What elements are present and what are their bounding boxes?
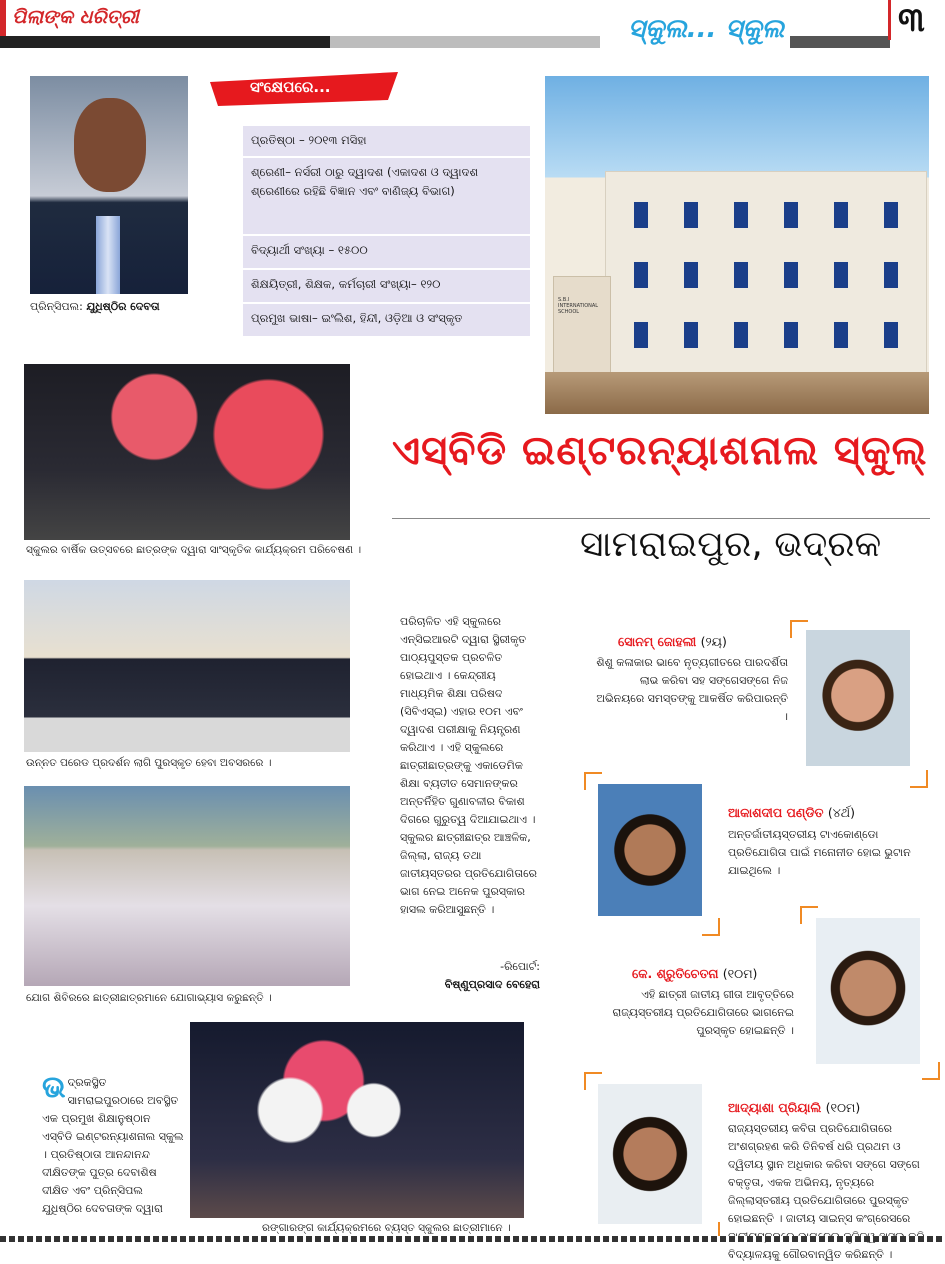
reporter-name: ବିଷ୍ଣୁପ୍ରସାଦ ବେହେରା [444, 978, 540, 991]
brief-item-languages: ପ୍ରମୁଖ ଭାଷା– ଇଂଲିଶ, ହିନ୍ଦୀ, ଓଡ଼ିଆ ଓ ସଂସ୍କୃତ [240, 304, 530, 336]
school-sign: S.B.I INTERNATIONAL SCHOOL [558, 297, 599, 315]
parade-award-photo [24, 580, 350, 752]
magazine-brand: ପିଲାଙ୍କ ଧରିତ୍ରୀ [12, 6, 139, 28]
principal-caption-prefix: ପ୍ରିନ୍ସିପଲ: [30, 300, 83, 313]
intro-dropcap: ଭ [42, 1070, 66, 1105]
achiever-text-sonam: ଶିଶୁ କଳାକାର ଭାବେ ନୃତ୍ୟଗୀତରେ ପାରଦର୍ଶିତା ଲାଭ କରିବା ସହ ସଙ୍ଗେସଙ୍ଗେ ନିଜ ଅଭିନୟରେ ସମସ୍ତଙ୍କୁ ଆକର୍ଷିତ କରିପାରନ୍ତି । [596, 656, 788, 723]
achiever-text-shruti: ଏହି ଛାତ୍ରୀ ଜାତୀୟ ଗୀତା ଆବୃତ୍ତିରେ ରାଜ୍ୟସ୍ତରୀୟ ପ୍ରତିଯୋଗିତାରେ ଭାଗନେଇ ପୁରସ୍କୃତ ହୋଇଛନ୍ତି । [612, 988, 794, 1037]
header-red-bar [0, 0, 6, 36]
caption-yoga-camp: ଯୋଗ ଶିବିରରେ ଛାତ୍ରୀଛାତ୍ରମାନେ ଯୋଗାଭ୍ୟାସ କରୁଛନ୍ତି । [26, 992, 272, 1004]
principal-face [74, 98, 146, 192]
achiever-name-shruti: କେ. ଶ୍ରୁତିଚେତନା (୧୦ମ) [632, 966, 758, 981]
caption-parade-award: ଉନ୍ନତ ପରେଡ ପ୍ରଦର୍ଶନ ଲାଗି ପୁରସ୍କୃତ ହେବା ଅବସରରେ । [26, 757, 272, 769]
brief-item-students: ବିଦ୍ୟାର୍ଥୀ ସଂଖ୍ୟା – ୧୫୦୦ [240, 236, 530, 268]
school-location: ସାମରାଇପୁର, ଭଦ୍ରକ [580, 524, 882, 565]
footer-dashed-rule [0, 1236, 945, 1242]
achiever-photo-shruti [816, 918, 920, 1064]
cultural-program-photo [24, 364, 350, 540]
intro-text: ଦ୍ରକସ୍ଥିତ ସାମରାଇପୁରଠାରେ ଅବସ୍ଥିତ ଏକ ପ୍ରମୁଖ ଶିକ୍ଷାନୁଷ୍ଠାନ ଏସ୍‌ବିଡି ଇଣ୍ଟରନ୍ୟାଶନାଲ ସ୍କୁଲ । ପ୍ରତିଷ୍ଠାତା ଆନନ୍ଦାନନ୍ଦ ଦୀକ୍ଷିତଙ୍କ ପୁତ୍ର ଦେବାଶିଷ ଦୀକ୍ଷିତ ଏବଂ ପ୍ରିନ୍ସିପଲ ଯୁଧିଷ୍ଠିର ଦେବତାଙ୍କ ଦ୍ୱାରା [42, 1076, 184, 1215]
article-body: ପରିଚାଳିତ ଏହି ସ୍କୁଲରେ ଏନ୍‌ସିଇଆରଟି ଦ୍ୱାରା ସ୍ଥିରୀକୃତ ପାଠ୍ୟପୁସ୍ତକ ପ୍ରଚଳିତ ହୋଇଥାଏ । କେନ୍ଦ୍ରୀୟ ମାଧ୍ୟମିକ ଶିକ୍ଷା ପରିଷଦ (ସିବିଏସ୍‌ଇ) ଏହାର ୧୦ମ ଏବଂ ଦ୍ୱାଦଶ ପରୀକ୍ଷାକୁ ନିୟନ୍ତ୍ରଣ କରିଥାଏ । ଏହି ସ୍କୁଲରେ ଛାତ୍ରୀଛାତ୍ରଙ୍କୁ ଏକାଡେମିକ ଶିକ୍ଷା ବ୍ୟତୀତ ସେମାନଙ୍କର ଅନ୍ତର୍ନିହିତ ଗୁଣାବଳୀର ବିକାଶ ଦିଗରେ ଗୁରୁତ୍ୱ ଦିଆଯାଇଥାଏ । ସ୍କୁଲର ଛାତ୍ରୀଛାତ୍ର ଆଞ୍ଚଳିକ, ଜିଲ୍ଲା, ରାଜ୍ୟ ତଥା ଜାତୀୟସ୍ତରର ପ୍ରତିଯୋଗିତାରେ ଭାଗ ନେଇ ଅନେକ ପୁରସ୍କାର ହାସଲ କରିଆସୁଛନ୍ତି । [400, 615, 537, 916]
yoga-camp-photo [24, 786, 350, 986]
brief-item-classes: ଶ୍ରେଣୀ– ନର୍ସରୀ ଠାରୁ ଦ୍ୱାଦଶ (ଏକାଦଶ ଓ ଦ୍ୱାଦଶ ଶ୍ରେଣୀରେ ରହିଛି ବିଜ୍ଞାନ ଏବଂ ବାଣିଜ୍ୟ ବିଭାଗ) [240, 158, 530, 234]
dance-program-photo [190, 1022, 524, 1218]
page-number: ୩ [898, 0, 925, 40]
achiever-name-akashdeep: ଆକାଶଦୀପ ପଣ୍ଡିତ (୪ର୍ଥ) [728, 805, 855, 820]
principal-caption [30, 300, 160, 314]
school-sign-block [553, 276, 611, 378]
building [605, 171, 927, 388]
achiever-photo-sonam [806, 630, 910, 766]
achiever-text-akashdeep: ଅନ୍ତର୍ଜାତୀୟସ୍ତରୀୟ ଟାଏକୋଣ୍ଡୋ ପ୍ରତିଯୋଗିତା ପାଇଁ ମନୋନୀତ ହୋଇ ଭୁଟାନ ଯାଇଥିଲେ । [728, 828, 911, 877]
title-rule [392, 518, 930, 519]
school-title: ଏସ୍‌ବିଡି ଇଣ୍ଟରନ୍ୟାଶନାଲ ସ୍କୁଲ୍‌ [392, 428, 928, 474]
section-tag: ସ୍କୁଲ... ସ୍କୁଲ [628, 14, 785, 44]
principal-photo [30, 76, 188, 294]
caption-cultural-program: ସ୍କୁଲର ବାର୍ଷିକ ଉତ୍ସବରେ ଛାତ୍ରଙ୍କ ଦ୍ୱାରା ସାଂସ୍କୃତିକ କାର୍ଯ୍ୟକ୍ରମ ପରିବେଷଣ । [26, 544, 362, 556]
report-credit [400, 958, 540, 994]
caption-dance-program: ରଙ୍ଗାରଙ୍ଗ କାର୍ଯ୍ୟକ୍ରମରେ ବ୍ୟସ୍ତ ସ୍କୁଲର ଛାତ୍ରୀମାନେ । [262, 1222, 511, 1234]
page-number-divider [888, 0, 891, 40]
principal-name: ଯୁଧିଷ୍ଠିର ଦେବତା [86, 300, 160, 313]
brief-heading: ସଂକ୍ଷେପରେ... [250, 78, 331, 96]
header-black-rule [0, 36, 330, 48]
header-grey-rule [330, 36, 600, 48]
brief-item-staff: ଶିକ୍ଷୟିତ୍ରୀ, ଶିକ୍ଷକ, କର୍ମଚାରୀ ସଂଖ୍ୟା– ୧୨୦ [240, 270, 530, 302]
school-building-photo [545, 76, 929, 414]
achiever-photo-adyasha [598, 1084, 702, 1224]
ground [545, 372, 929, 414]
achiever-text-adyasha: ରାଜ୍ୟସ୍ତରୀୟ କବିତା ପ୍ରତିଯୋଗିତାରେ ଅଂଶଗ୍ରହଣ କରି ତିନିବର୍ଷ ଧରି ପ୍ରଥମ ଓ ଦ୍ୱିତୀୟ ସ୍ଥାନ ଅଧିକାର କରିବା ସଙ୍ଗେ ସଙ୍ଗେ ବକ୍ତୃତା, ଏକକ ଅଭିନୟ, ନୃତ୍ୟରେ ଜିଲ୍ଲାସ୍ତରୀୟ ପ୍ରତିଯୋଗିତାରେ ପୁରସ୍କୃତ ହୋଇଛନ୍ତି । ଜାତୀୟ ସାଇନ୍ସ କଂଗ୍ରେସରେ ବିଦ୍ୟାଳୟକୁ ଗୌରବାନ୍ୱିତ କରିଛନ୍ତି । [728, 1122, 920, 1261]
report-label: -ରିପୋର୍ଟ: [500, 960, 540, 973]
achiever-photo-akashdeep [598, 784, 702, 916]
achiever-name-sonam: ସୋନମ୍‌ ଜୋହଲୀ (୨ୟ) [618, 634, 727, 649]
brief-item-founded: ପ୍ରତିଷ୍ଠା – ୨୦୧୩ ମସିହା [240, 126, 530, 156]
header-dark-rule [790, 36, 890, 48]
principal-tie [96, 216, 120, 294]
article-intro [42, 1070, 184, 1218]
achiever-name-adyasha: ଆଦ୍ୟାଶା ପ୍ରିୟାଲି (୧୦ମ) [728, 1100, 861, 1115]
